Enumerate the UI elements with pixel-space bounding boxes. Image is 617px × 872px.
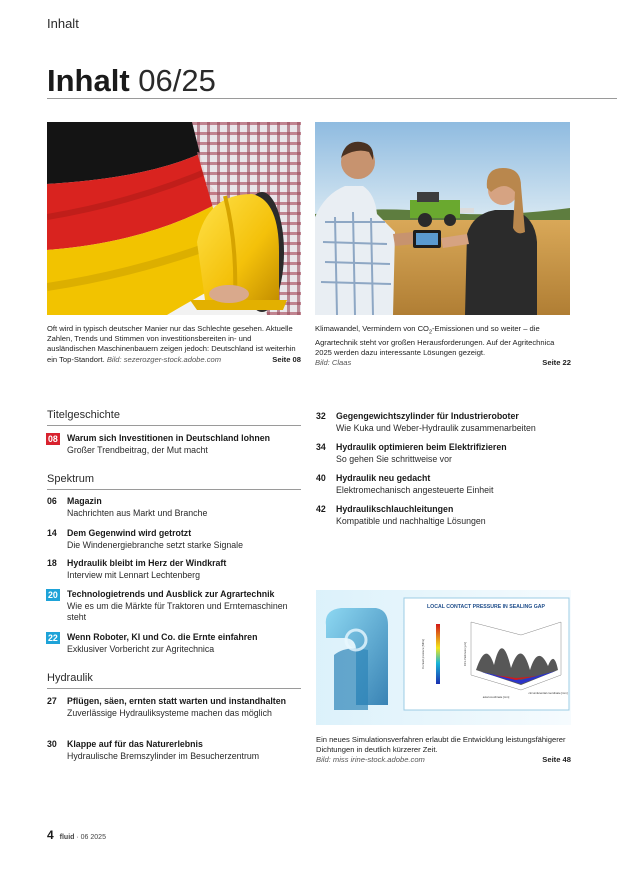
figure-chart-title: LOCAL CONTACT PRESSURE IN SEALING GAP [427, 604, 545, 610]
caption-bottom-credit: Bild: miss irine-stock.adobe.com [316, 755, 425, 765]
toc-page-number: 40 [316, 473, 326, 483]
page-title-main: Inhalt [47, 63, 130, 98]
toc-subtitle: Großer Trendbeitrag, der Mut macht [67, 444, 208, 455]
toc-title: Klappe auf für das Naturerlebnis [67, 739, 203, 749]
toc-subtitle: Kompatible und nachhaltige Lösungen [336, 515, 486, 526]
page-title-issue: 06/25 [138, 63, 216, 98]
toc-title: Hydraulik bleibt im Herz der Windkraft [67, 558, 227, 568]
toc-subtitle: Die Windenergiebranche setzt starke Signale [67, 539, 244, 550]
toc-entry-27[interactable] [47, 696, 305, 719]
caption-right-text-before: Klimawandel, Vermindern von CO [315, 324, 429, 333]
toc-subtitle: Wie Kuka und Weber-Hydraulik zusammenarbeiten [336, 422, 536, 433]
caption-right-subscript: 2 [428, 329, 433, 336]
page-title [47, 64, 216, 98]
toc-page-number: 30 [47, 739, 57, 749]
figure-axis-circ: circumferential coordinate [mm] [528, 691, 568, 695]
toc-entry-34[interactable] [316, 442, 576, 465]
toc-subtitle: Hydraulische Bremszylinder im Besucherzentrum [67, 750, 260, 761]
figure-seal-simulation [316, 580, 571, 730]
toc-page-number: 18 [47, 558, 57, 568]
toc-subtitle: Wie es um die Märkte für Traktoren und Erntemaschinen steht [67, 600, 288, 622]
toc-page-number: 42 [316, 504, 326, 514]
toc-subtitle: Nachrichten aus Markt und Branche [67, 507, 208, 518]
caption-right-text-after: -Emissionen und so weiter – die Agrartechnik steht vor großen Herausforderungen. Auf der Agritechnica 2025 werden dazu interessante Lösungen gezeigt. [315, 324, 555, 357]
caption-right-credit: Bild: Claas [315, 358, 352, 368]
footer-separator: · [76, 834, 81, 841]
toc-page-number: 34 [316, 442, 326, 452]
toc-title: Hydraulikschlauchleitungen [336, 504, 454, 514]
caption-bottom [316, 735, 571, 766]
toc-title: Dem Gegenwind wird getrotzt [67, 528, 192, 538]
caption-right [315, 324, 571, 368]
toc-page-number: 06 [47, 496, 57, 506]
toc-subtitle: Interview mit Lennart Lechtenberg [67, 569, 201, 580]
toc-page-number: 08 [48, 433, 58, 444]
caption-left-pageref[interactable]: Seite 08 [272, 354, 301, 364]
toc-subtitle: Elektromechanisch angesteuerte Einheit [336, 484, 494, 495]
caption-left [47, 324, 301, 365]
photo-flag-hardhat [47, 122, 301, 315]
caption-right-pageref[interactable]: Seite 22 [542, 358, 571, 368]
toc-subtitle: Zuverlässige Hydrauliksysteme machen das möglich [67, 707, 272, 718]
toc-page-number: 32 [316, 411, 326, 421]
title-rule [47, 98, 617, 99]
running-head: Inhalt [47, 16, 79, 31]
figure-axis-thickness: Film thickness [µm] [463, 642, 467, 666]
toc-page-number: 22 [48, 632, 58, 643]
section-head-titelgeschichte: Titelgeschichte [47, 409, 301, 426]
caption-bottom-pageref[interactable]: Seite 48 [542, 755, 571, 765]
toc-entry-32[interactable] [316, 411, 576, 434]
toc-entry-40[interactable] [316, 473, 576, 496]
toc-entry-20[interactable] [47, 589, 309, 624]
toc-entry-42[interactable] [316, 504, 576, 527]
folio: 4 [47, 828, 54, 842]
footer-magazine: fluid [59, 834, 75, 841]
section-head-spektrum: Spektrum [47, 473, 301, 490]
toc-title: Warum sich Investitionen in Deutschland lohnen [67, 433, 271, 443]
toc-page-number: 27 [47, 696, 57, 706]
toc-title: Pflügen, säen, ernten statt warten und instandhalten [67, 696, 286, 706]
toc-subtitle: Exklusiver Vorbericht zur Agritechnica [67, 643, 215, 654]
figure-axis-axial: axial coordinate [mm] [482, 695, 510, 699]
photo-farmers-field [315, 122, 570, 315]
caption-bottom-text: Ein neues Simulationsverfahren erlaubt die Entwicklung leistungsfähigerer Dichtungen in deutlich kürzerer Zeit. [316, 735, 566, 755]
toc-title: Hydraulik neu gedacht [336, 473, 431, 483]
caption-left-text: Oft wird in typisch deutscher Manier nur das Schlechte gesehen. Aktuelle Zahlen, Trends und Stimmen von investitionsbereiten in- und ausländischen Maschinenbauern zeigen jedoch: Deutschland ist weiterhin ein Top-Standort. [47, 324, 296, 364]
toc-entry-08[interactable] [47, 433, 309, 456]
toc-page-number: 20 [48, 589, 58, 600]
toc-entry-22[interactable] [47, 632, 309, 655]
figure-axis-pressure: Contact pressure [MPa] [421, 639, 425, 669]
caption-left-credit: Bild: sezerozger-stock.adobe.com [106, 354, 222, 364]
toc-title: Wenn Roboter, KI und Co. die Ernte einfahren [67, 632, 258, 642]
toc-subtitle: So gehen Sie schrittweise vor [336, 453, 452, 464]
toc-page-number: 14 [47, 528, 57, 538]
toc-entry-14[interactable] [47, 528, 309, 551]
page-footer [47, 828, 106, 842]
toc-title: Technologietrends und Ausblick zur Agrartechnik [67, 589, 275, 599]
toc-entry-30[interactable] [47, 739, 309, 762]
toc-title: Hydraulik optimieren beim Elektrifizieren [336, 442, 507, 452]
toc-entry-18[interactable] [47, 558, 309, 581]
toc-entry-06[interactable] [47, 496, 309, 519]
toc-title: Gegengewichtszylinder für Industrieroboter [336, 411, 519, 421]
toc-title: Magazin [67, 496, 102, 506]
section-head-hydraulik: Hydraulik [47, 672, 301, 689]
footer-issue: 06 2025 [80, 834, 106, 841]
